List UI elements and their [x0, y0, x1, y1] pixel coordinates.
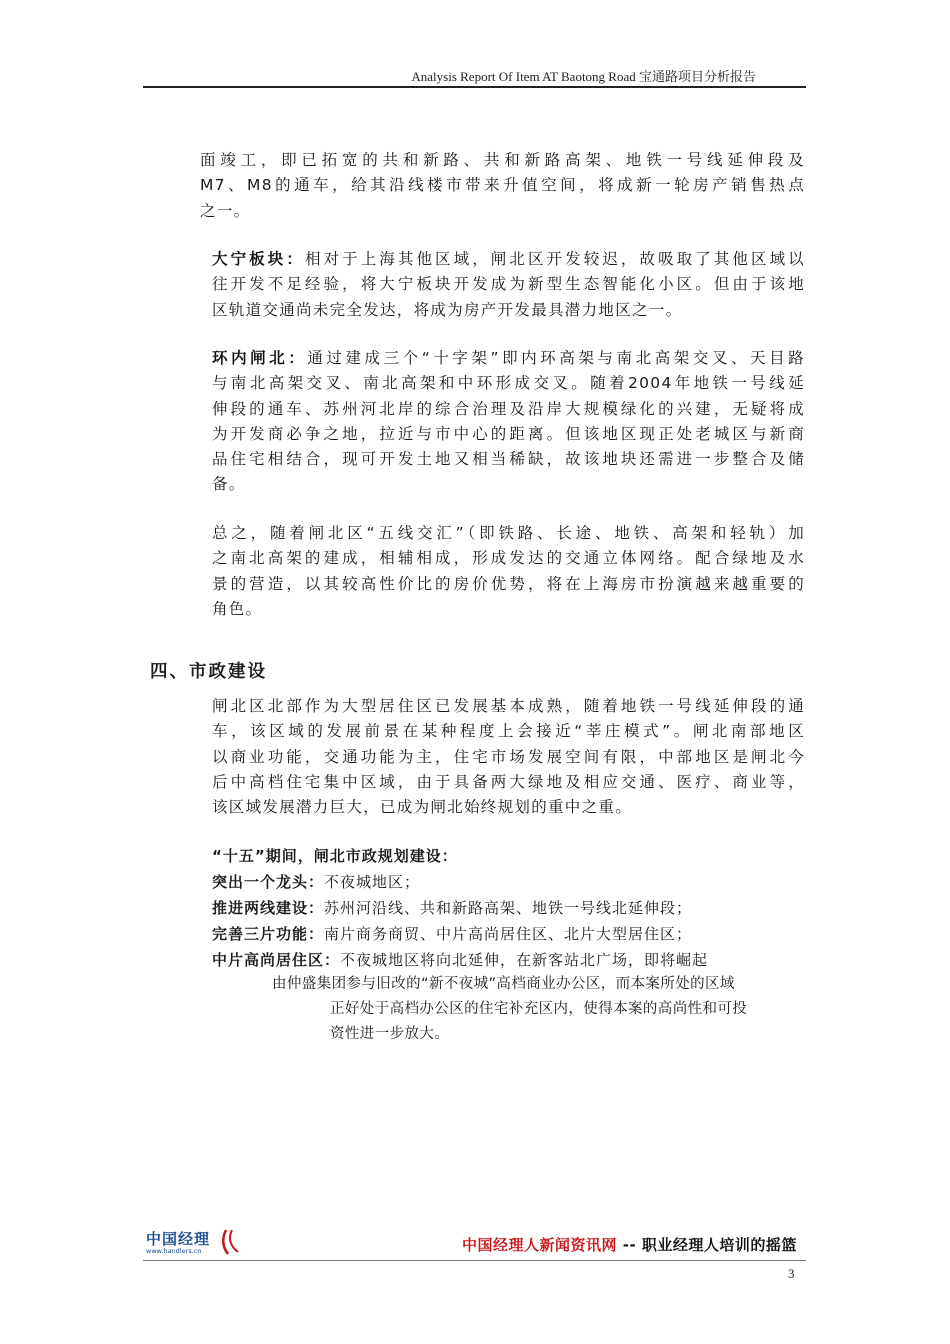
- plan-heading: “十五”期间，闸北市政规划建设：: [212, 847, 458, 865]
- text-line: 往开发不足经验，将大宁板块开发成为新型生态智能化小区。但由于该地: [212, 275, 805, 294]
- text-line: 车，该区域的发展前景在某种程度上会接近“莘庄模式”。闸北南部地区: [212, 722, 805, 741]
- text-line: 与南北高架交叉、南北高架和中环形成交叉。随着2004年地铁一号线延: [212, 374, 805, 393]
- header-divider: [143, 86, 806, 88]
- text-line: M7、M8的通车，给其沿线楼市带来升值空间，将成新一轮房产销售热点: [200, 176, 805, 195]
- daning-paragraph: [212, 247, 805, 323]
- slogan-tagline: -- 职业经理人培训的摇篮: [617, 1236, 797, 1254]
- huannei-paragraph: [212, 346, 805, 498]
- text-line: 面竣工，即已拓宽的共和新路、共和新路高架、地铁一号线延伸段及: [200, 151, 805, 169]
- page-header-title: Analysis Report Of Item AT Baotong Road 宝通路项目分析报告: [411, 69, 756, 84]
- text-line: 总之，随着闸北区“五线交汇”（即铁路、长途、地铁、高架和轻轨）加: [212, 524, 805, 542]
- text-line: 资性进一步放大。: [330, 1026, 450, 1042]
- plan-list: [212, 843, 708, 973]
- list-item: 中片高尚居住区：不夜城地区将向北延伸，在新客站北广场，即将崛起: [212, 951, 709, 969]
- text-line: 正好处于高档办公区的住宅补充区内，使得本案的高尚性和可投: [330, 1001, 748, 1017]
- text-line: 伸段的通车、苏州河北岸的综合治理及沿岸大规模绿化的兴建，无疑将成: [212, 399, 805, 418]
- text-line: 该区域发展潜力巨大，已成为闸北始终规划的重中之重。: [212, 798, 633, 817]
- text-line: 品住宅相结合，现可开发土地又相当稀缺，故该地块还需进一步整合及储: [212, 450, 805, 469]
- text-line: 为开发商必争之地，拉近与市中心的距离。但该地区现正处老城区与新商: [212, 424, 805, 443]
- list-item: 推进两线建设：苏州河沿线、共和新路高架、地铁一号线北延伸段；: [212, 899, 693, 917]
- logo-url: www.handlers.cn: [146, 1247, 202, 1255]
- section-heading: 四、市政建设: [150, 662, 267, 682]
- text-line: 之一。: [200, 201, 251, 220]
- continuation-block: [330, 997, 747, 1047]
- text-line: 景的营造，以其较高性价比的房价优势，将在上海房市扮演越来越重要的: [212, 574, 805, 593]
- text-line: 相对于上海其他区域，闸北区开发较迟，故吸取了其他区域以: [304, 250, 805, 268]
- logo-swoosh-icon: [218, 1228, 242, 1256]
- text-line: 通过建成三个“十字架”即内环高架与南北高架交叉、天目路: [307, 349, 805, 367]
- footer-slogan: [462, 1234, 797, 1255]
- text-line: 以商业功能，交通功能为主，住宅市场发展空间有限，中部地区是闸北今: [212, 747, 805, 766]
- continuation-first-line: 由仲盛集团参与旧改的“新不夜城”高档商业办公区，而本案所处的区域: [272, 976, 735, 992]
- list-item: 完善三片功能：南片商务商贸、中片高尚居住区、北片大型居住区；: [212, 925, 693, 943]
- slogan-site-name: 中国经理人新闻资讯网: [462, 1236, 618, 1254]
- logo-text: 中国经理: [146, 1230, 211, 1248]
- text-line: 之南北高架的建成，相辅相成，形成发达的交通立体网络。配合绿地及水: [212, 549, 805, 568]
- intro-paragraph: [200, 148, 805, 224]
- section4-paragraph: [212, 694, 805, 820]
- text-line: 备。: [212, 475, 246, 494]
- daning-label: 大宁板块：: [212, 250, 305, 268]
- list-item: 突出一个龙头：不夜城地区；: [212, 873, 421, 891]
- page-number: 3: [788, 1266, 795, 1281]
- summary-paragraph: [212, 521, 805, 622]
- footer-divider: [143, 1260, 806, 1261]
- footer-logo: [146, 1228, 242, 1262]
- text-line: 后中高档住宅集中区域，由于具备两大绿地及相应交通、医疗、商业等，: [212, 772, 805, 791]
- text-line: 闸北区北部作为大型居住区已发展基本成熟，随着地铁一号线延伸段的通: [212, 697, 805, 715]
- text-line: 区轨道交通尚未完全发达，将成为房产开发最具潜力地区之一。: [212, 300, 683, 319]
- huannei-label: 环内闸北：: [212, 349, 308, 367]
- text-line: 角色。: [212, 599, 263, 618]
